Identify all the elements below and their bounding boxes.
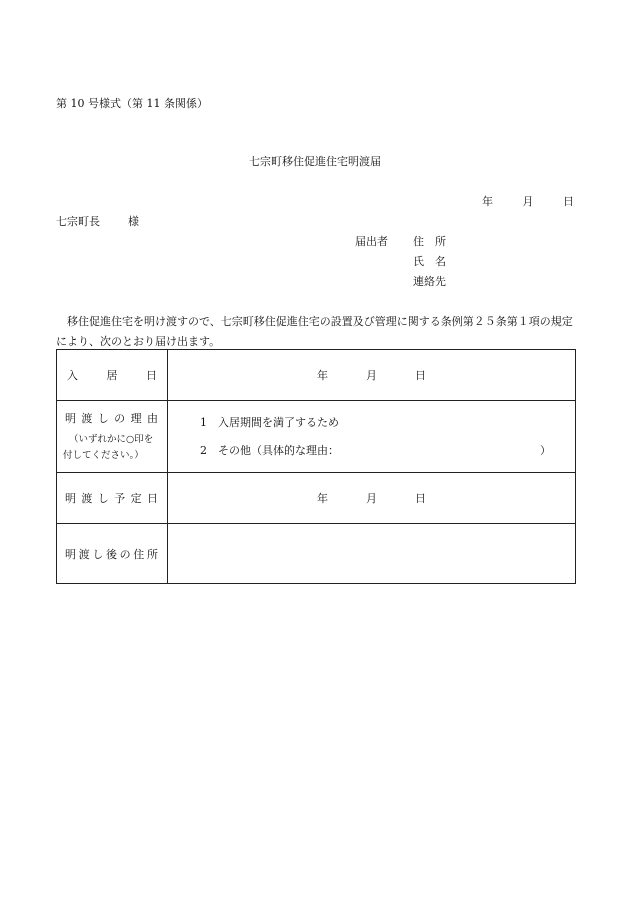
label-char: 明 [65,492,76,505]
form-table [56,349,576,584]
label-scheduled-date [57,473,168,524]
declaration-text: 移住促進住宅を明け渡すので、七宗町移住促進住宅の設置及び管理に関する条例第２５条第１項の規定により、次のとおり届け出ます。 [56,315,573,348]
reason-option-2[interactable] [168,437,575,465]
label-char: 予 [114,492,126,505]
label-char: 渡 [81,411,93,425]
move-in-year: 年 [317,369,328,382]
applicant-address-label: 住 所 [413,235,446,248]
addressee-honorific: 様 [128,215,139,228]
after-address-field[interactable] [168,524,576,584]
row-after-address [57,524,576,584]
submission-date [482,193,574,209]
label-after-address [57,524,168,584]
label-char: 明 [65,411,76,425]
move-in-date-field[interactable] [168,350,576,401]
move-in-day: 日 [415,369,426,382]
date-year: 年 [482,195,493,208]
label-move-in-date [57,350,168,401]
label-char: し [97,492,109,505]
label-char: 日 [146,369,157,382]
row-reason [57,401,576,473]
scheduled-month: 月 [366,492,377,505]
move-in-month: 月 [366,369,377,382]
form-number: 第 10 号様式（第 11 条関係） [56,97,208,110]
label-char: 明 [65,547,76,561]
label-char: 渡 [78,547,90,561]
scheduled-day: 日 [415,492,426,505]
applicant-contact-label: 連絡先 [413,275,446,288]
label-char: し [97,411,109,425]
reason-option-2-text: 2 その他（具体的な理由： [200,443,339,457]
applicant-name-label: 氏 名 [413,255,446,268]
document-title: 七宗町移住促進住宅明渡届 [249,155,381,168]
reason-note-line2: 付してください。） [63,449,144,461]
label-char: 理 [130,411,142,425]
reason-option-1[interactable] [168,409,575,437]
label-char: 入 [67,369,78,382]
reason-options [168,401,576,473]
reason-note-line1: （いずれかに○印を [69,433,154,445]
date-month: 月 [522,195,534,208]
label-char: の [119,547,131,561]
reason-option-2-close: ） [540,443,551,457]
reason-option-1-text: 1 入居期間を満了するため [200,415,339,429]
label-char: 日 [146,492,158,505]
label-char: 所 [146,547,158,561]
scheduled-date-field[interactable] [168,473,576,524]
label-char: 渡 [81,492,93,505]
label-char: し [92,547,104,561]
scheduled-year: 年 [317,492,328,505]
applicant-label: 届出者 [355,235,388,248]
label-char: 住 [133,547,145,561]
row-move-in-date [57,350,576,401]
label-char: 由 [146,411,158,425]
label-char: の [114,411,126,425]
label-reason [57,401,168,473]
date-day: 日 [563,195,574,208]
row-scheduled-date [57,473,576,524]
label-char: 居 [106,369,118,382]
addressee-name: 七宗町長 [56,215,100,228]
label-char: 定 [130,492,142,505]
label-char: 後 [105,547,117,561]
